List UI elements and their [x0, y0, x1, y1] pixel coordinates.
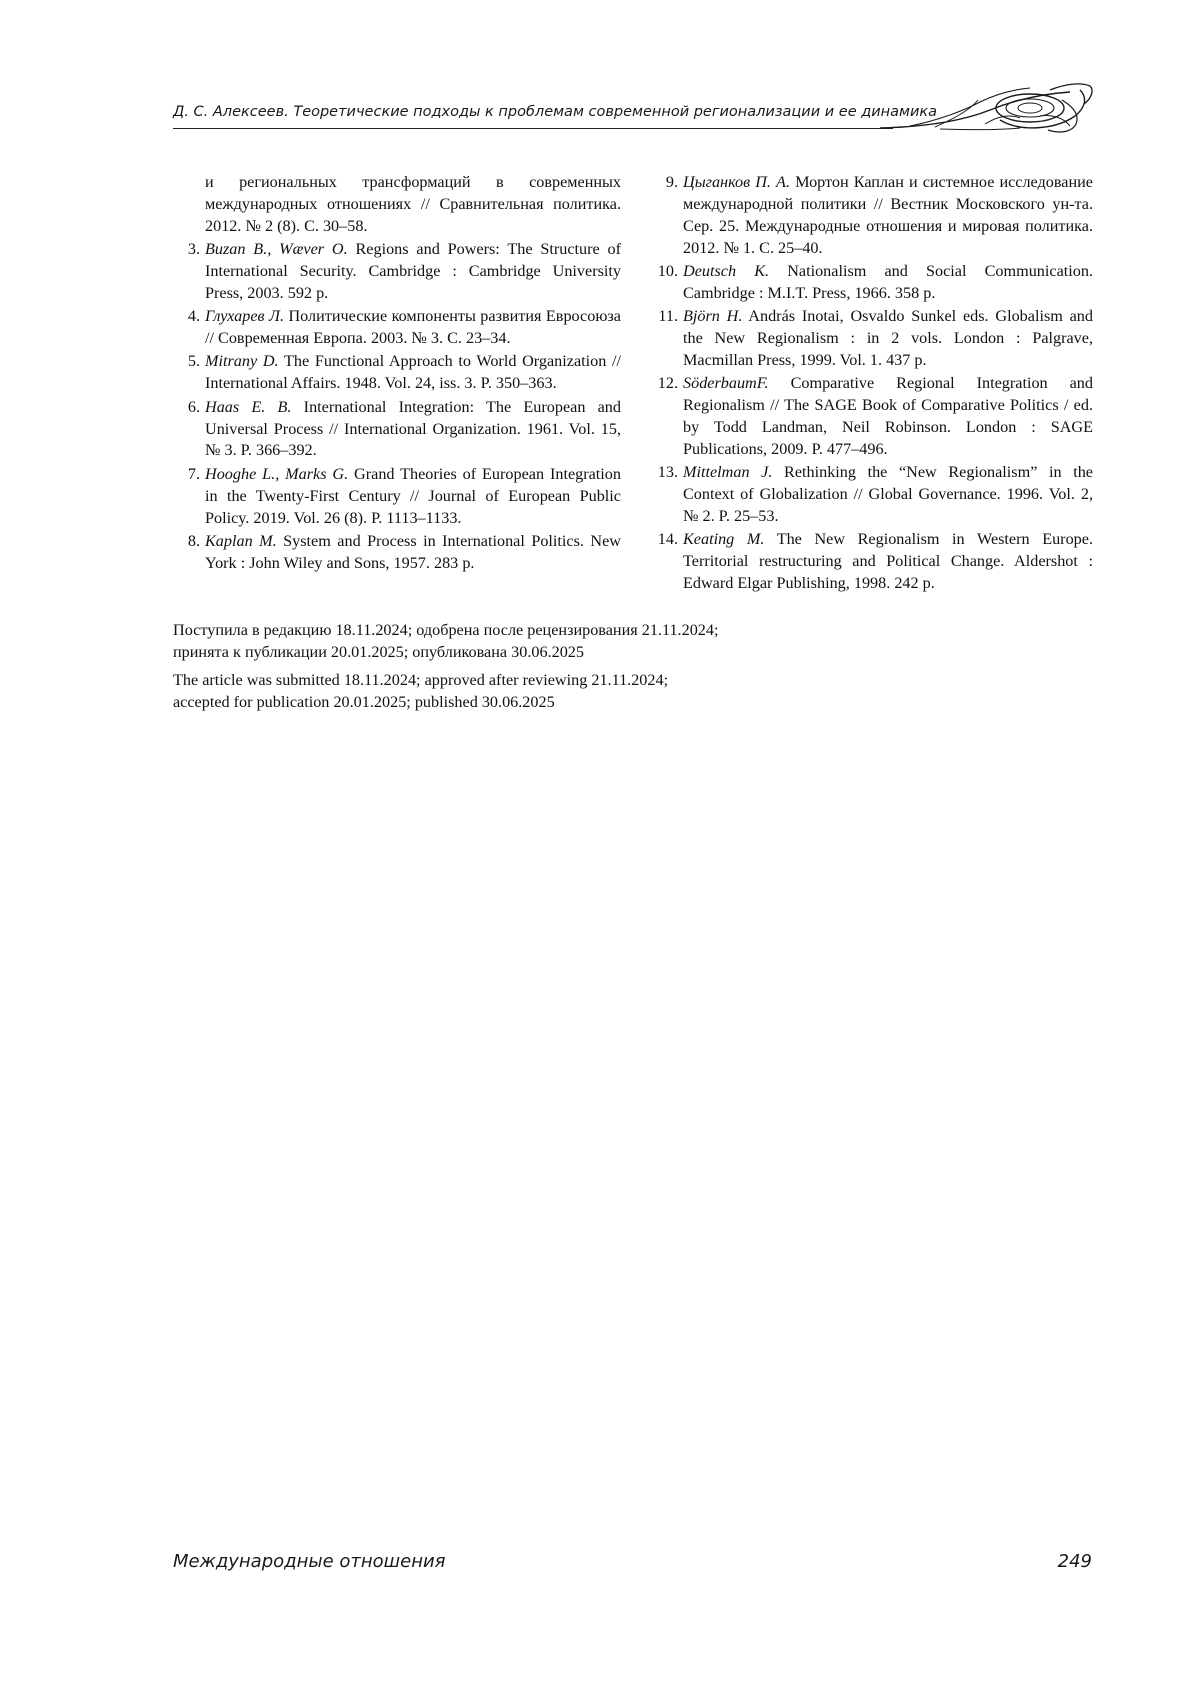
dates-en-line-1: The article was submitted 18.11.2024; approved after reviewing 21.11.2024; [173, 671, 669, 689]
reference-item: 7. Hooghe L., Marks G. Grand Theories of European Integration in the Twenty-First Century // Journal of European Public Policy. 2019. Vol. 26 (8). P. 1113–1133. [187, 464, 621, 527]
reference-item: 11. Björn H. András Inotai, Osvaldo Sunkel eds. Globalism and the New Regionalism : in 2 vols. London : Palgrave, Macmillan Press, 1999. Vol. 1. 437 p. [658, 307, 1093, 370]
reference-item: 14. Keating M. The New Regionalism in Western Europe. Territorial restructuring and Political Change. Aldershot : Edward Elgar Publishing, 1998. 242 p. [657, 530, 1093, 593]
running-header: Д. С. Алексеев. Теоретические подходы к проблемам современной регионализации и ее динамика [173, 104, 938, 120]
reference-item: 8. Kaplan M. System and Process in International Politics. New York : John Wiley and Sons, 1957. 283 p. [187, 531, 621, 572]
references-right-column [657, 172, 1093, 597]
footer-journal-title: Международные отношения [173, 1551, 446, 1572]
reference-item: и региональных трансформаций в современных международных отношениях // Сравнительная политика. 2012. № 2 (8). С. 30–58. [205, 173, 621, 235]
reference-item: 13. Mittelman J. Rethinking the “New Regionalism” in the Context of Globalization // Global Governance. 1996. Vol. 2, № 2. P. 25–53. [657, 463, 1093, 526]
reference-item: 10. Deutsch K. Nationalism and Social Communication. Cambridge : M.I.T. Press, 1966. 358 p. [657, 262, 1093, 302]
reference-item: 6. Haas E. B. International Integration: The European and Universal Process // International Organization. 1961. Vol. 15, № 3. P. 366–392. [187, 397, 621, 460]
references-left-column [187, 172, 621, 576]
reference-item: 9. Цыганков П. А. Мортон Каплан и системное исследование международной политики // Вестник Московского ун-та. Сер. 25. Международные отношения и мировая политика. 2012. № 1. С. 25–40. [665, 173, 1093, 257]
reference-item: 3. Buzan B., Wæver O. Regions and Powers: The Structure of International Security. Cambridge : Cambridge University Press, 2003. 592 p. [187, 240, 621, 302]
header-rule [173, 128, 893, 129]
art-nouveau-ornament-icon [880, 80, 1095, 138]
dates-ru-line-1: Поступила в редакцию 18.11.2024; одобрена после рецензирования 21.11.2024; [173, 621, 719, 639]
dates-en-line-2: accepted for publication 20.01.2025; published 30.06.2025 [173, 693, 555, 711]
reference-item: 5. Mitrany D. The Functional Approach to World Organization // International Affairs. 1948. Vol. 24, iss. 3. P. 350–363. [187, 352, 621, 393]
dates-ru-line-2: принята к публикации 20.01.2025; опубликована 30.06.2025 [173, 643, 584, 661]
page-number: 249 [1057, 1551, 1092, 1572]
reference-item: 12. SöderbaumF. Comparative Regional Integration and Regionalism // The SAGE Book of Comparative Politics / ed. by Todd Landman, Neil Robinson. London : SAGE Publications, 2009. P. 477–496. [657, 374, 1093, 459]
publication-dates [173, 619, 993, 713]
reference-item: 4. Глухарев Л. Политические компоненты развития Евросоюза // Современная Европа. 2003. № 3. С. 23–34. [187, 307, 621, 348]
